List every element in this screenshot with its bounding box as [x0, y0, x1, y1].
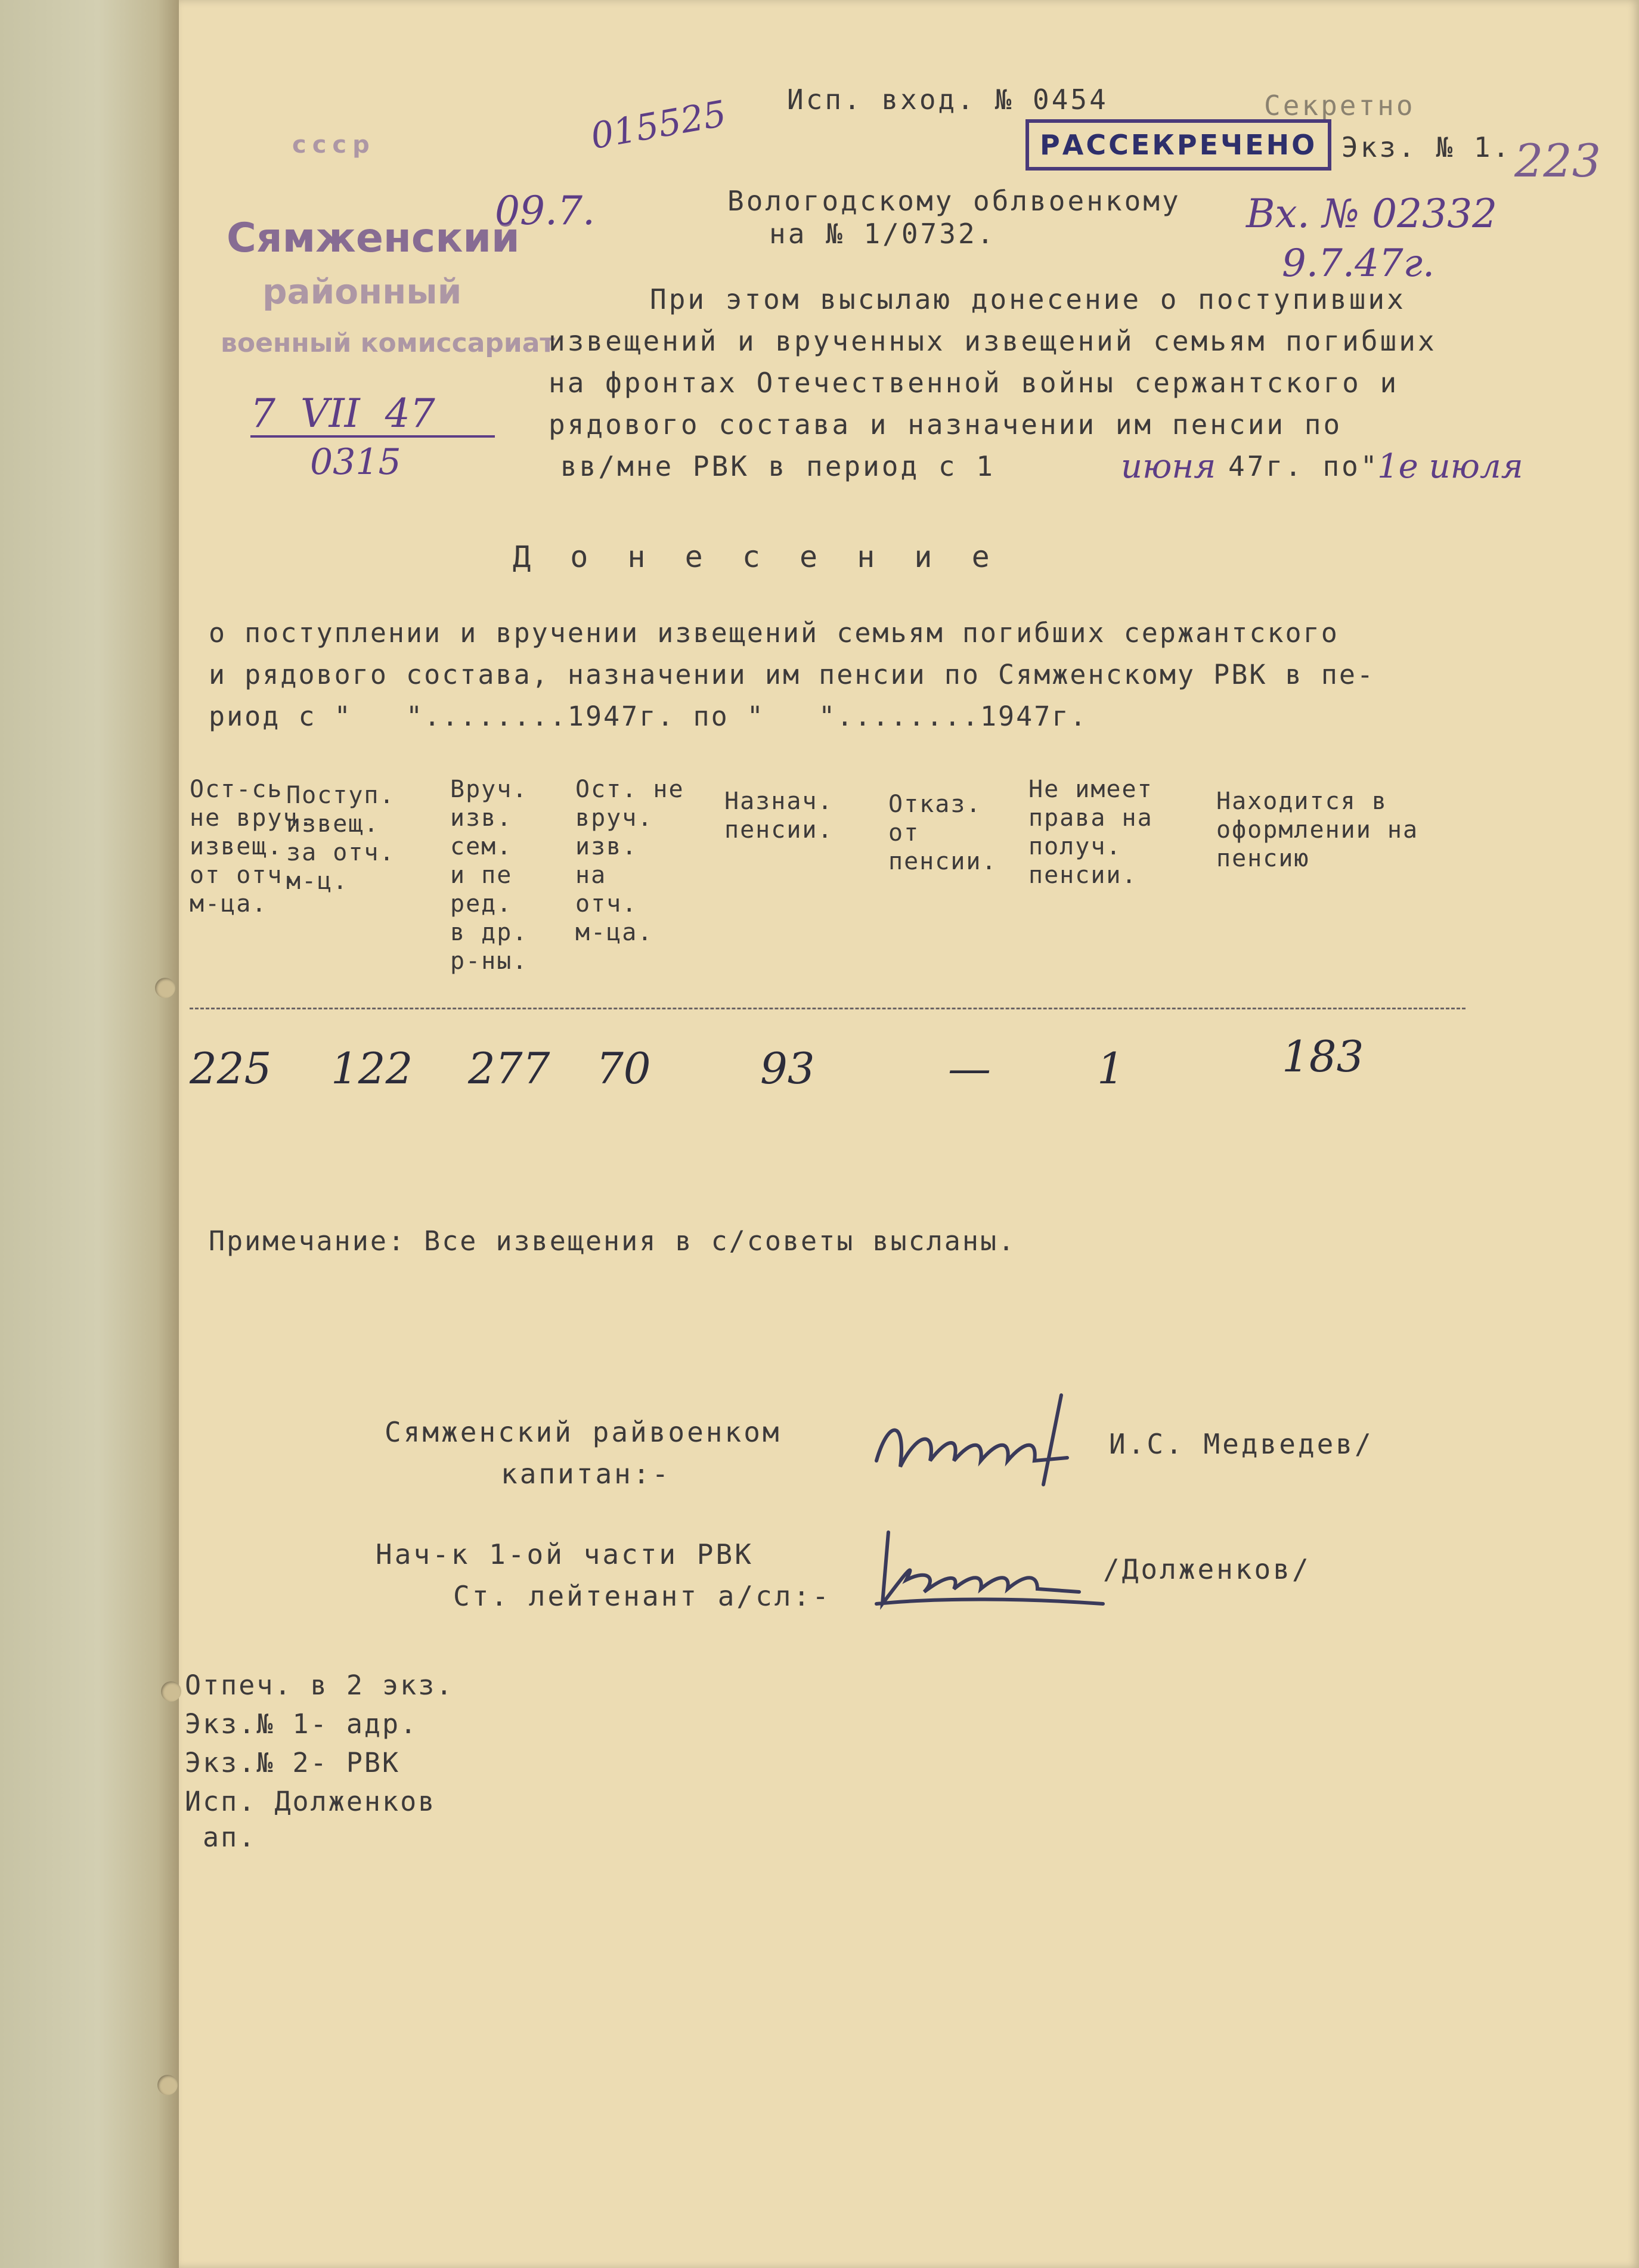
stamp-rayonny: районный — [262, 271, 462, 312]
footer-line-1: Отпеч. в 2 экз. — [185, 1669, 454, 1701]
report-subtitle-3: риод с " "........1947г. по " "........1947г. — [209, 701, 1088, 732]
intro-handwritten-end: 1е июля — [1377, 447, 1523, 486]
registration-date: 7 VII 47 — [250, 391, 435, 436]
intro-line-4: рядового состава и назначении им пенсии по — [549, 408, 1343, 441]
stamp-ussr: ссср — [292, 131, 376, 159]
intro-line-5: вв/мне РВК в период с 1 — [560, 450, 995, 482]
stamp-incoming-number: 015525 — [587, 92, 730, 158]
column-header-in-process: Находится в оформлении на пенсию — [1216, 788, 1419, 872]
signature-1-line-1: Сямженский райвоенком — [385, 1416, 782, 1448]
signature-2-name: /Долженков/ — [1103, 1553, 1311, 1585]
signature-2-mark — [865, 1514, 1115, 1616]
registration-number: 0315 — [310, 441, 401, 483]
addressee-line-1: Вологодскому облвоенкому — [727, 185, 1181, 217]
value-remaining: 70 — [596, 1043, 651, 1093]
punch-hole — [157, 2075, 178, 2095]
addressee-line-2: на № 1/0732. — [769, 218, 996, 250]
footer-line-3: Экз.№ 2- РВК — [185, 1747, 401, 1779]
column-header-refused: Отказ. от пенсии. — [888, 791, 997, 875]
value-pension-assigned: 93 — [760, 1043, 815, 1093]
value-not-entitled: 1 — [1097, 1043, 1124, 1093]
value-remaining-prev: 225 — [190, 1043, 272, 1093]
column-header-pension-assigned: Назнач. пенсии. — [724, 788, 834, 844]
intro-line-2: извещений и врученных извещений семьям погибших — [549, 325, 1437, 357]
binding-edge — [0, 0, 179, 2268]
column-header-not-entitled: Не имеет права на получ. пенсии. — [1028, 776, 1153, 889]
value-received: 122 — [331, 1043, 413, 1093]
footer-line-2: Экз.№ 1- адр. — [185, 1708, 419, 1740]
signature-2-line-2: Ст. лейтенант а/сл:- — [453, 1580, 831, 1612]
page-number: 223 — [1514, 134, 1601, 187]
footer-line-4: Исп. Долженков — [185, 1786, 436, 1817]
secret-mark: Секретно — [1264, 89, 1415, 122]
column-header-handed: Вруч. изв. сем. и пе ред. в др. р-ны. — [450, 776, 528, 975]
footer-line-5: ап. — [203, 1821, 257, 1853]
table-header-rule — [190, 1008, 1466, 1009]
value-in-process: 183 — [1282, 1031, 1364, 1082]
report-subtitle-2: и рядового состава, назначении им пенсии по Сямженскому РВК в пе- — [209, 659, 1375, 690]
signature-1-name: И.С. Медведев/ — [1109, 1428, 1374, 1460]
report-subtitle-1: о поступлении и вручении извещений семьям погибших сержантского — [209, 617, 1339, 649]
intro-line-1: При этом высылаю донесение о поступивших — [650, 283, 1406, 315]
value-handed: 277 — [468, 1043, 550, 1093]
stamp-date: 09.7. — [495, 188, 595, 234]
signature-1-line-2: капитан:- — [501, 1458, 671, 1490]
stamp-district: Сямженский — [227, 215, 520, 262]
intro-line-3: на фронтах Отечественной войны сержантского и — [549, 367, 1399, 399]
incoming-date: 9.7.47г. — [1282, 241, 1435, 286]
ref-line: Исп. вход. № 0454 — [787, 83, 1108, 116]
declassified-stamp: РАССЕКРЕЧЕНО — [1025, 119, 1331, 171]
punch-hole — [155, 978, 175, 998]
signature-1-mark — [865, 1383, 1115, 1496]
copy-number: Экз. № 1. — [1341, 131, 1512, 163]
report-note: Примечание: Все извещения в с/советы высланы. — [209, 1225, 1017, 1257]
column-header-remaining: Ост. не вруч. изв. на отч. м-ца. — [575, 776, 684, 946]
stamp-commissariat: военный комиссариат — [221, 328, 555, 358]
report-title: Д о н е с е н и е — [513, 540, 1000, 574]
registration-underline — [250, 435, 495, 438]
punch-hole — [161, 1681, 181, 1702]
column-header-remaining-prev: Ост-сь не вруч. извещ. от отч. м-ца. — [190, 776, 314, 918]
signature-2-line-1: Нач-к 1-ой части РВК — [376, 1538, 754, 1570]
value-refused: — — [948, 1043, 991, 1093]
incoming-number: Вх. № 02332 — [1246, 191, 1498, 237]
intro-typed-tail: 47г. по" — [1228, 450, 1380, 482]
column-header-received: Поступ. извещ. за отч. м-ц. — [286, 782, 395, 895]
intro-handwritten-month: июня — [1121, 447, 1216, 486]
